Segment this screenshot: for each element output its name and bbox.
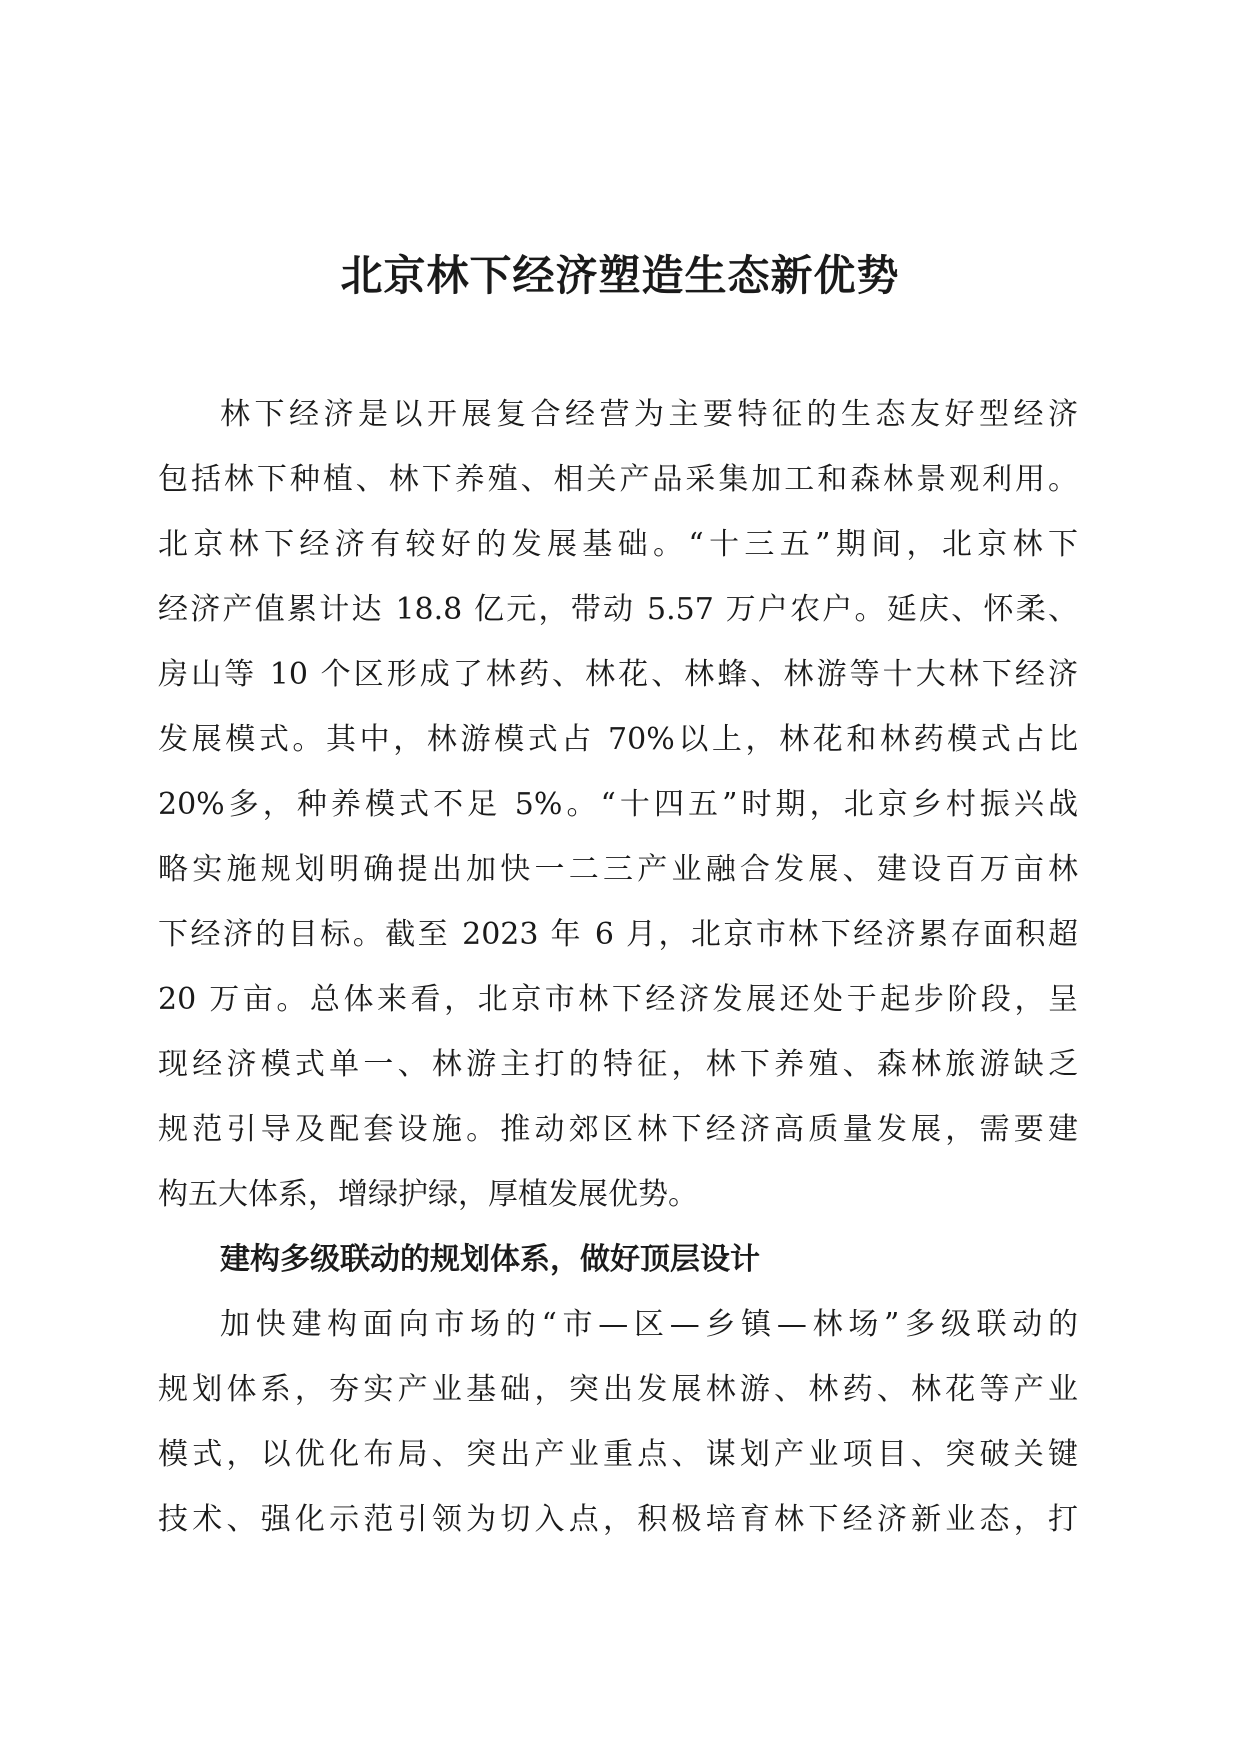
paragraph-line: 房山等 10 个区形成了林药、林花、林蜂、林游等十大林下经济: [158, 657, 1078, 692]
paragraph-line: 发展模式。其中，林游模式占 70%以上，林花和林药模式占比: [158, 722, 1078, 757]
paragraph-line: 模式，以优化布局、突出产业重点、谋划产业项目、突破关键: [158, 1437, 1078, 1472]
document-body: [158, 382, 1078, 1552]
paragraph-planning: [158, 1292, 1078, 1552]
paragraph-line: 略实施规划明确提出加快一二三产业融合发展、建设百万亩林: [158, 852, 1078, 887]
paragraph-line: 包括林下种植、林下养殖、相关产品采集加工和森林景观利用。: [158, 462, 1078, 497]
paragraph-line: 北京林下经济有较好的发展基础。“十三五”期间，北京林下: [158, 527, 1078, 562]
paragraph-line: 技术、强化示范引领为切入点，积极培育林下经济新业态，打: [158, 1502, 1078, 1537]
paragraph-intro: [158, 382, 1078, 1227]
document-title: 北京林下经济塑造生态新优势: [340, 251, 900, 300]
paragraph-line: 加快建构面向市场的“市—区—乡镇—林场”多级联动的: [220, 1307, 1078, 1342]
paragraph-line: 下经济的目标。截至 2023 年 6 月，北京市林下经济累存面积超: [158, 917, 1078, 952]
paragraph-line: 现经济模式单一、林游主打的特征，林下养殖、森林旅游缺乏: [158, 1047, 1078, 1082]
paragraph-line: 林下经济是以开展复合经营为主要特征的生态友好型经济: [220, 397, 1078, 432]
paragraph-line: 规范引导及配套设施。推动郊区林下经济高质量发展，需要建: [158, 1112, 1078, 1147]
paragraph-line: 20%多，种养模式不足 5%。“十四五”时期，北京乡村振兴战: [158, 787, 1078, 822]
paragraph-line: 构五大体系，增绿护绿，厚植发展优势。: [158, 1177, 698, 1212]
paragraph-line: 20 万亩。总体来看，北京市林下经济发展还处于起步阶段，呈: [158, 982, 1078, 1017]
paragraph-line: 经济产值累计达 18.8 亿元，带动 5.57 万户农户。延庆、怀柔、: [158, 592, 1078, 627]
paragraph-line: 规划体系，夯实产业基础，突出发展林游、林药、林花等产业: [158, 1372, 1078, 1407]
section-heading: 建构多级联动的规划体系，做好顶层设计: [220, 1242, 760, 1277]
